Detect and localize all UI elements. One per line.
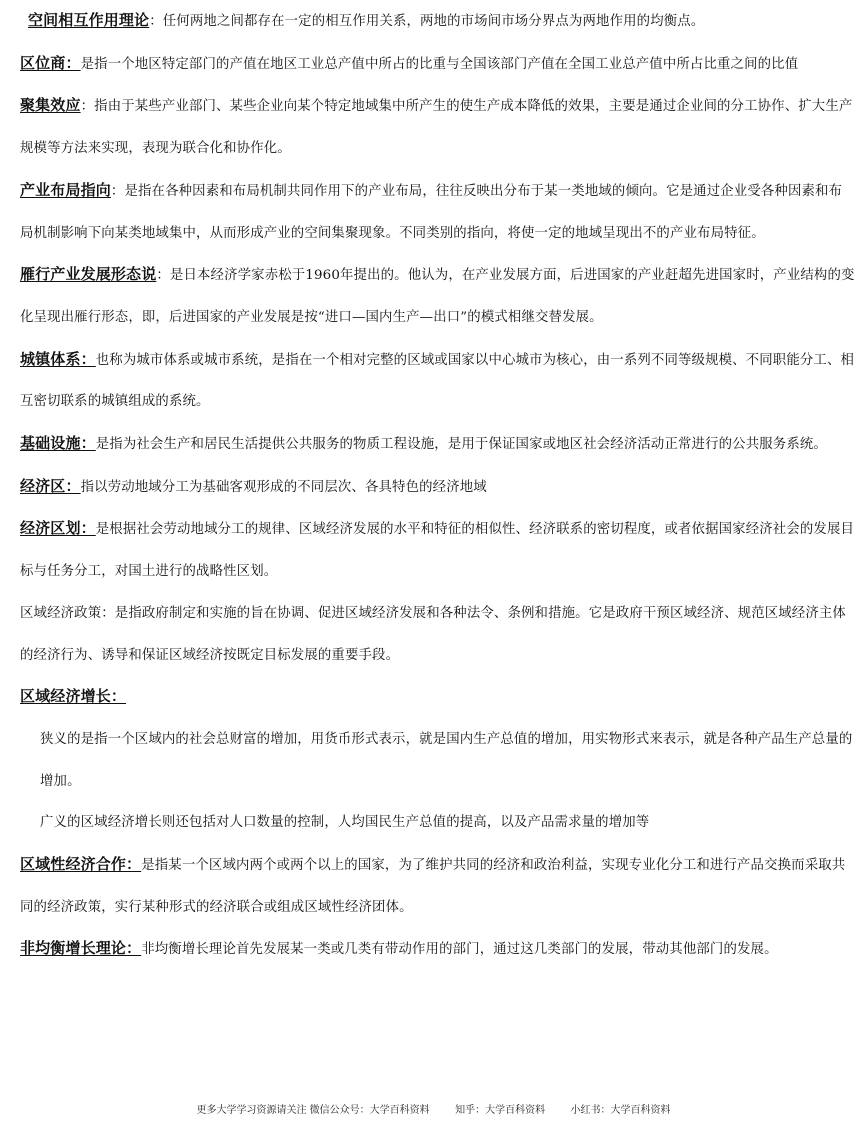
definition: 指由于某些产业部门、某些企业向某个特定地域集中所产生的使生产成本降低的效果，主要是通过企业间的分工协作、扩大生产规模等方法来实现，表现为联合化和协作化。 (20, 99, 853, 157)
separator: ： (110, 183, 125, 199)
separator: ： (149, 14, 163, 29)
term: 区域性经济合作： (20, 855, 142, 874)
definition: 非均衡增长理论首先发展某一类或几类有带动作用的部门，通过这几类部门的发展，带动其他部门的发展。 (141, 942, 778, 958)
definition: 是指为社会生产和居民生活提供公共服务的物质工程设施，是用于保证国家或地区社会经济活动正常进行的公共服务系统。 (95, 437, 827, 453)
document-body (20, 0, 855, 971)
definition: 是指某一个区域内两个或两个以上的国家，为了维护共同的经济和政治利益，实现专业化分工和进行产品交换而采取共同的经济政策，实行某种形式的经济联合或组成区域性经济团体。 (20, 858, 846, 915)
entry-spatial-interaction (20, 0, 855, 43)
definition: 任何两地之间都存在一定的相互作用关系，两地的市场间市场分界点为两地作用的均衡点。 (162, 14, 705, 29)
entry-regional-cooperation (20, 844, 855, 928)
term: 产业布局指向 (20, 180, 111, 199)
definition: 狭义的是指一个区域内的社会总财富的增加，用货币形式表示，就是国内生产总值的增加，用实物形式来表示，就是各种产品生产总量的增加。 (40, 731, 853, 789)
separator: ： (156, 268, 170, 284)
entry-regional-growth (20, 676, 855, 719)
entry-growth-broad (20, 802, 855, 844)
entry-infrastructure (20, 423, 855, 466)
term: 区域经济增长： (20, 687, 127, 706)
definition: 广义的区域经济增长则还包括对人口数量的控制，人均国民生产总值的提高，以及产品需求量的增加等 (40, 815, 650, 831)
term: 雁行产业发展形态说 (20, 265, 157, 284)
definition: 区域经济政策：是指政府制定和实施的旨在协调、促进区域经济发展和各种法令、条例和措施。它是政府干预区域经济、规范区域经济主体的经济行为、诱导和保证区域经济按既定目标发展的重要手段。 (20, 605, 846, 663)
entry-agglomeration (20, 85, 855, 169)
term: 经济区划： (20, 519, 96, 538)
term: 区位商： (20, 53, 81, 72)
entry-unbalanced-growth (20, 928, 855, 971)
entry-economic-region (20, 466, 855, 509)
term: 基础设施： (20, 434, 96, 453)
entry-location-quotient (20, 43, 855, 86)
definition: 是指一个地区特定部门的产值在地区工业总产值中所占的比重与全国该部门产值在全国工业总产值中所占比重之间的比值 (80, 56, 799, 72)
term: 非均衡增长理论： (20, 939, 142, 958)
term: 聚集效应 (20, 96, 81, 115)
entry-regional-policy (20, 593, 855, 676)
entry-urban-system (20, 339, 855, 423)
definition: 指以劳动地域分工为基础客观形成的不同层次、各具特色的经济地域 (80, 479, 487, 495)
definition: 也称为城市体系或城市系统，是指在一个相对完整的区域或国家以中心城市为核心，由一系列不同等级规模、不同职能分工、相互密切联系的城镇组成的系统。 (20, 352, 855, 410)
entry-economic-zoning (20, 508, 855, 592)
term: 城镇体系： (20, 349, 96, 368)
term: 经济区： (20, 476, 81, 495)
definition: 是日本经济学家赤松于1960年提出的。他认为，在产业发展方面，后进国家的产业赶超先进国家时，产业结构的变化呈现出雁行形态，即，后进国家的产业发展是按“进口—国内生产—出口”的模式相继交替发展。 (20, 268, 855, 325)
term: 空间相互作用理论 (28, 11, 150, 29)
definition: 是根据社会劳动地域分工的规律、区域经济发展的水平和特征的相似性、经济联系的密切程度，或者依据国家经济社会的发展目标与任务分工，对国土进行的战略性区划。 (20, 522, 855, 580)
separator: ： (80, 99, 95, 115)
definition: 是指在各种因素和布局机制共同作用下的产业布局，往往反映出分布于某一类地域的倾向。它是通过企业受各种因素和布局机制影响下向某类地域集中，从而形成产业的空间集聚现象。不同类别的指向，将使一定的地域呈现出不的产业布局特征。 (20, 183, 843, 241)
entry-flying-geese (20, 254, 855, 338)
entry-industrial-orientation (20, 170, 855, 254)
entry-growth-narrow (20, 719, 855, 802)
page-footer: 更多大学学习资源请关注 微信公众号：大学百科资料 知乎：大学百科资料 小红书：大学百科资料 (196, 1105, 671, 1116)
